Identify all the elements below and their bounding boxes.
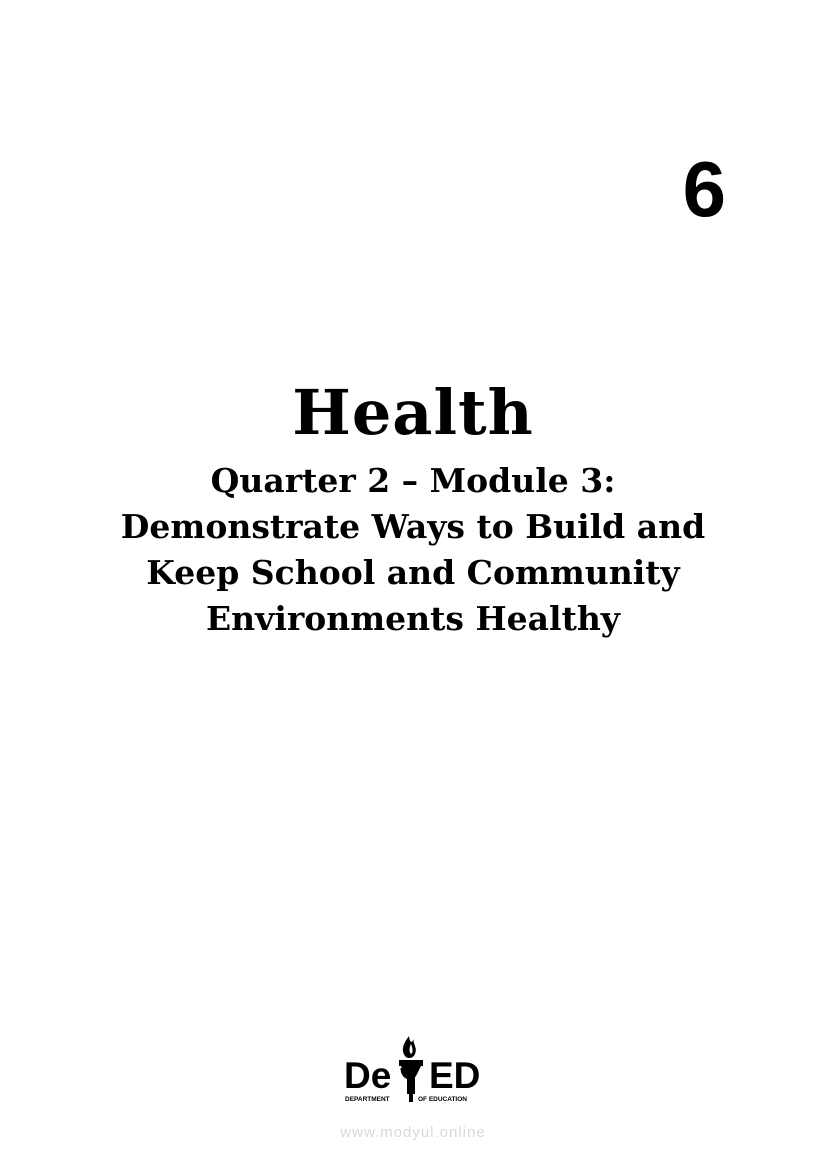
title-block: [0, 378, 826, 642]
watermark: www.modyul.online: [340, 1124, 486, 1141]
deped-logo-wordmark: De: [344, 1055, 392, 1096]
deped-logo-graphic: [343, 1032, 488, 1104]
deped-logo-wordmark-end: ED: [429, 1055, 481, 1096]
grade-number: 6: [682, 145, 726, 233]
torch-icon: [399, 1036, 423, 1102]
module-title-line: Keep School and Community: [146, 553, 680, 592]
subject-title: Health: [292, 376, 534, 449]
deped-logo-subtitle: DEPARTMENT: [345, 1096, 390, 1103]
module-title-line: Quarter 2 – Module 3:: [210, 461, 616, 500]
deped-logo-subtitle-end: OF EDUCATION: [418, 1096, 467, 1103]
deped-logo: [343, 1032, 488, 1104]
module-title-line: Demonstrate Ways to Build and: [120, 507, 706, 546]
module-title-line: Environments Healthy: [206, 599, 620, 638]
module-title: [0, 458, 826, 642]
